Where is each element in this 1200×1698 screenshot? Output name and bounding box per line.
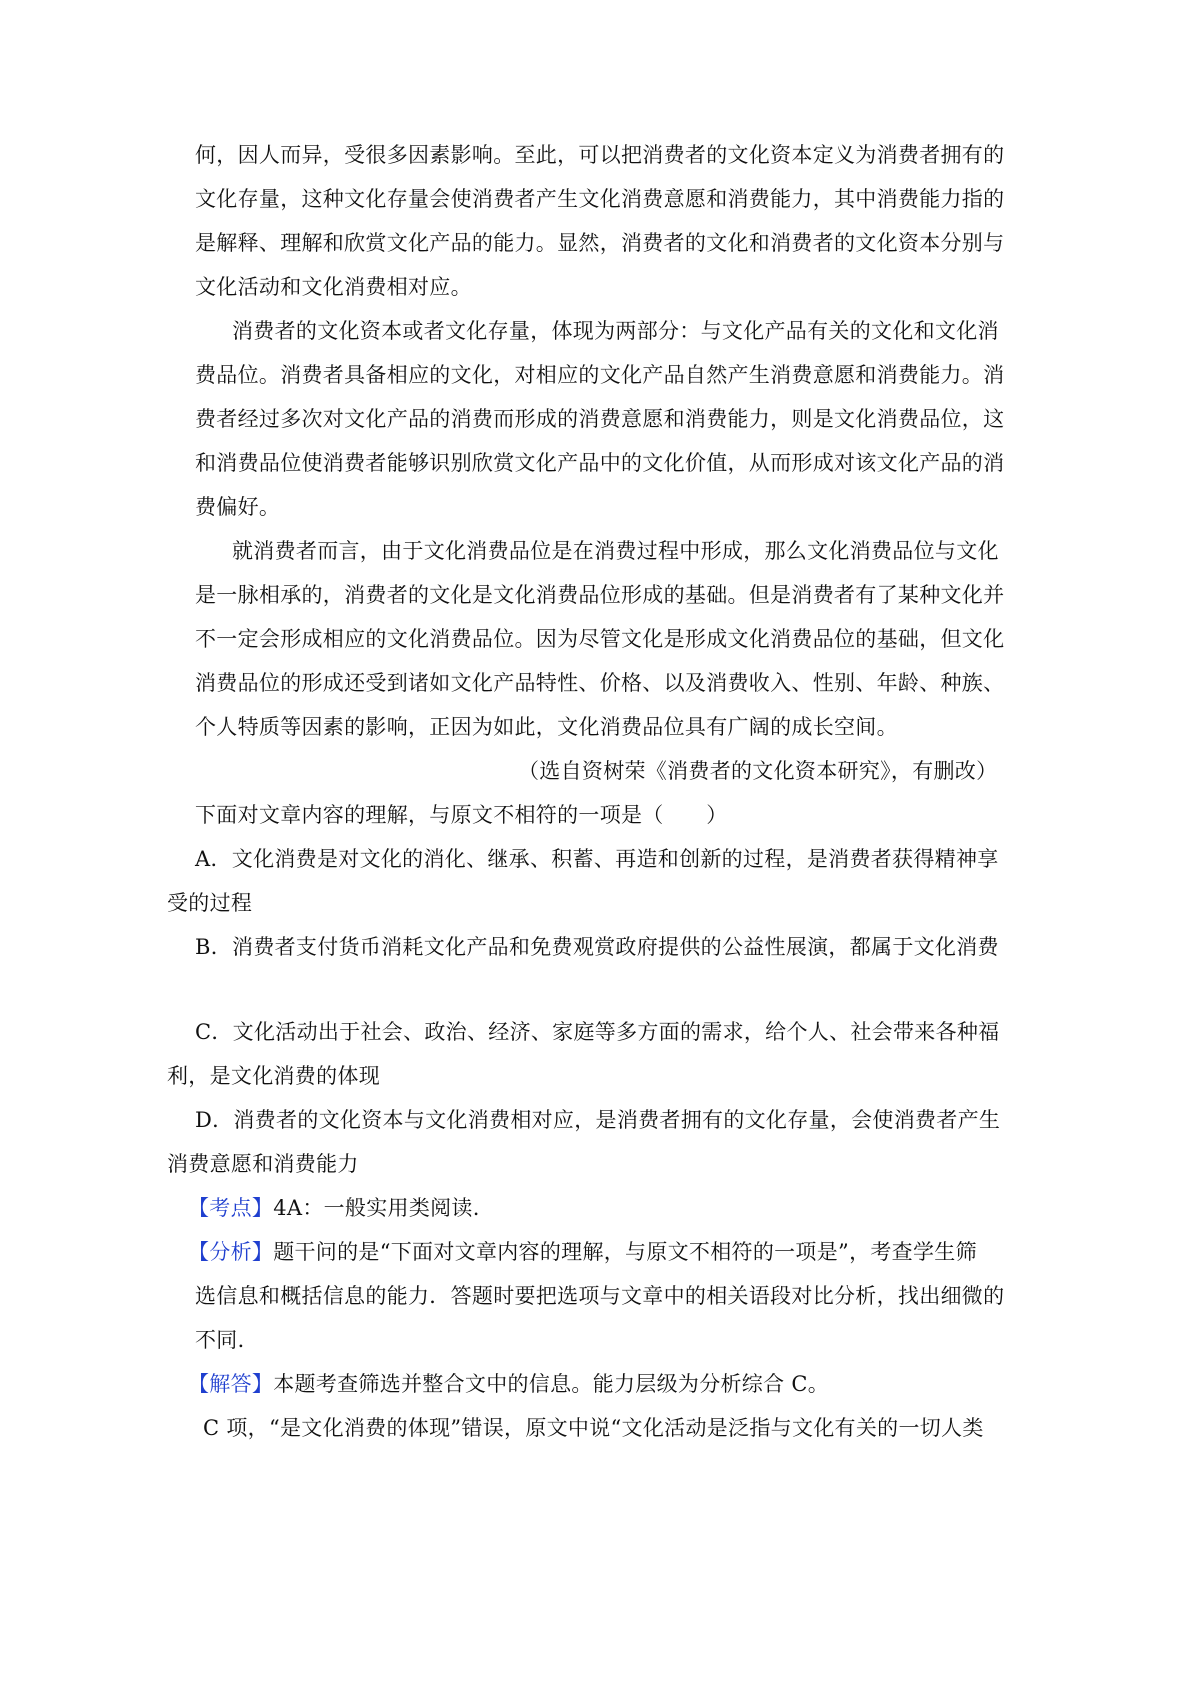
passage-p3-line-2: 是一脉相承的，消费者的文化是文化消费品位形成的基础。但是消费者有了某种文化并: [195, 583, 1005, 607]
passage-p2-line-4: 和消费品位使消费者能够识别欣赏文化产品中的文化价值，从而形成对该文化产品的消: [195, 451, 1005, 475]
jieda-text: 本题考查筛选并整合文中的信息。能力层级为分析综合 C。: [273, 1372, 830, 1396]
option-a-line-1: A．文化消费是对文化的消化、继承、积蓄、再造和创新的过程，是消费者获得精神享: [195, 847, 999, 871]
passage-p3-line-1: 就消费者而言，由于文化消费品位是在消费过程中形成，那么文化消费品位与文化: [232, 539, 999, 563]
fenxi-line-1: 题干问的是“下面对文章内容的理解，与原文不相符的一项是”，考查学生筛: [273, 1240, 977, 1264]
passage-p1-line-4: 文化活动和文化消费相对应。: [195, 275, 472, 299]
question-stem: 下面对文章内容的理解，与原文不相符的一项是（ ）: [195, 803, 728, 827]
option-c-line-2: 利，是文化消费的体现: [167, 1064, 380, 1088]
fenxi-tag: 【分析】: [188, 1240, 274, 1264]
passage-p1-line-1: 何，因人而异，受很多因素影响。至此，可以把消费者的文化资本定义为消费者拥有的: [195, 143, 1005, 167]
fenxi-row: [188, 1237, 977, 1267]
answer-explanation-line: C 项，“是文化消费的体现”错误，原文中说“文化活动是泛指与文化有关的一切人类: [203, 1416, 984, 1440]
jieda-tag: 【解答】: [188, 1372, 274, 1396]
kaodian-row: [188, 1193, 480, 1223]
passage-p2-line-5: 费偏好。: [195, 495, 281, 519]
passage-p2-line-3: 费者经过多次对文化产品的消费而形成的消费意愿和消费能力，则是文化消费品位，这: [195, 407, 1005, 431]
passage-p2-line-1: 消费者的文化资本或者文化存量，体现为两部分：与文化产品有关的文化和文化消: [232, 319, 999, 343]
passage-p2-line-2: 费品位。消费者具备相应的文化，对相应的文化产品自然产生消费意愿和消费能力。消: [195, 363, 1005, 387]
passage-p1-line-3: 是解释、理解和欣赏文化产品的能力。显然，消费者的文化和消费者的文化资本分别与: [195, 231, 1005, 255]
option-c-line-1: C．文化活动出于社会、政治、经济、家庭等多方面的需求，给个人、社会带来各种福: [195, 1020, 1000, 1044]
fenxi-line-2: 选信息和概括信息的能力．答题时要把选项与文章中的相关语段对比分析，找出细微的: [195, 1284, 1005, 1308]
passage-p3-line-5: 个人特质等因素的影响，正因为如此，文化消费品位具有广阔的成长空间。: [195, 715, 898, 739]
passage-p3-line-4: 消费品位的形成还受到诸如文化产品特性、价格、以及消费收入、性别、年龄、种族、: [195, 671, 1005, 695]
option-d-line-2: 消费意愿和消费能力: [167, 1152, 359, 1176]
kaodian-tag: 【考点】: [188, 1196, 274, 1220]
jieda-row: [188, 1369, 829, 1399]
passage-p1-line-2: 文化存量，这种文化存量会使消费者产生文化消费意愿和消费能力，其中消费能力指的: [195, 187, 1005, 211]
passage-p3-line-3: 不一定会形成相应的文化消费品位。因为尽管文化是形成文化消费品位的基础，但文化: [195, 627, 1005, 651]
kaodian-text: 4A：一般实用类阅读.: [273, 1196, 480, 1220]
option-b-line-1: B．消费者支付货币消耗文化产品和免费观赏政府提供的公益性展演，都属于文化消费: [195, 935, 999, 959]
passage-source: （选自资树荣《消费者的文化资本研究》，有删改）: [518, 759, 998, 783]
option-d-line-1: D．消费者的文化资本与文化消费相对应，是消费者拥有的文化存量，会使消费者产生: [195, 1108, 1001, 1132]
fenxi-line-3: 不同．: [195, 1328, 259, 1352]
option-a-line-2: 受的过程: [167, 891, 253, 915]
